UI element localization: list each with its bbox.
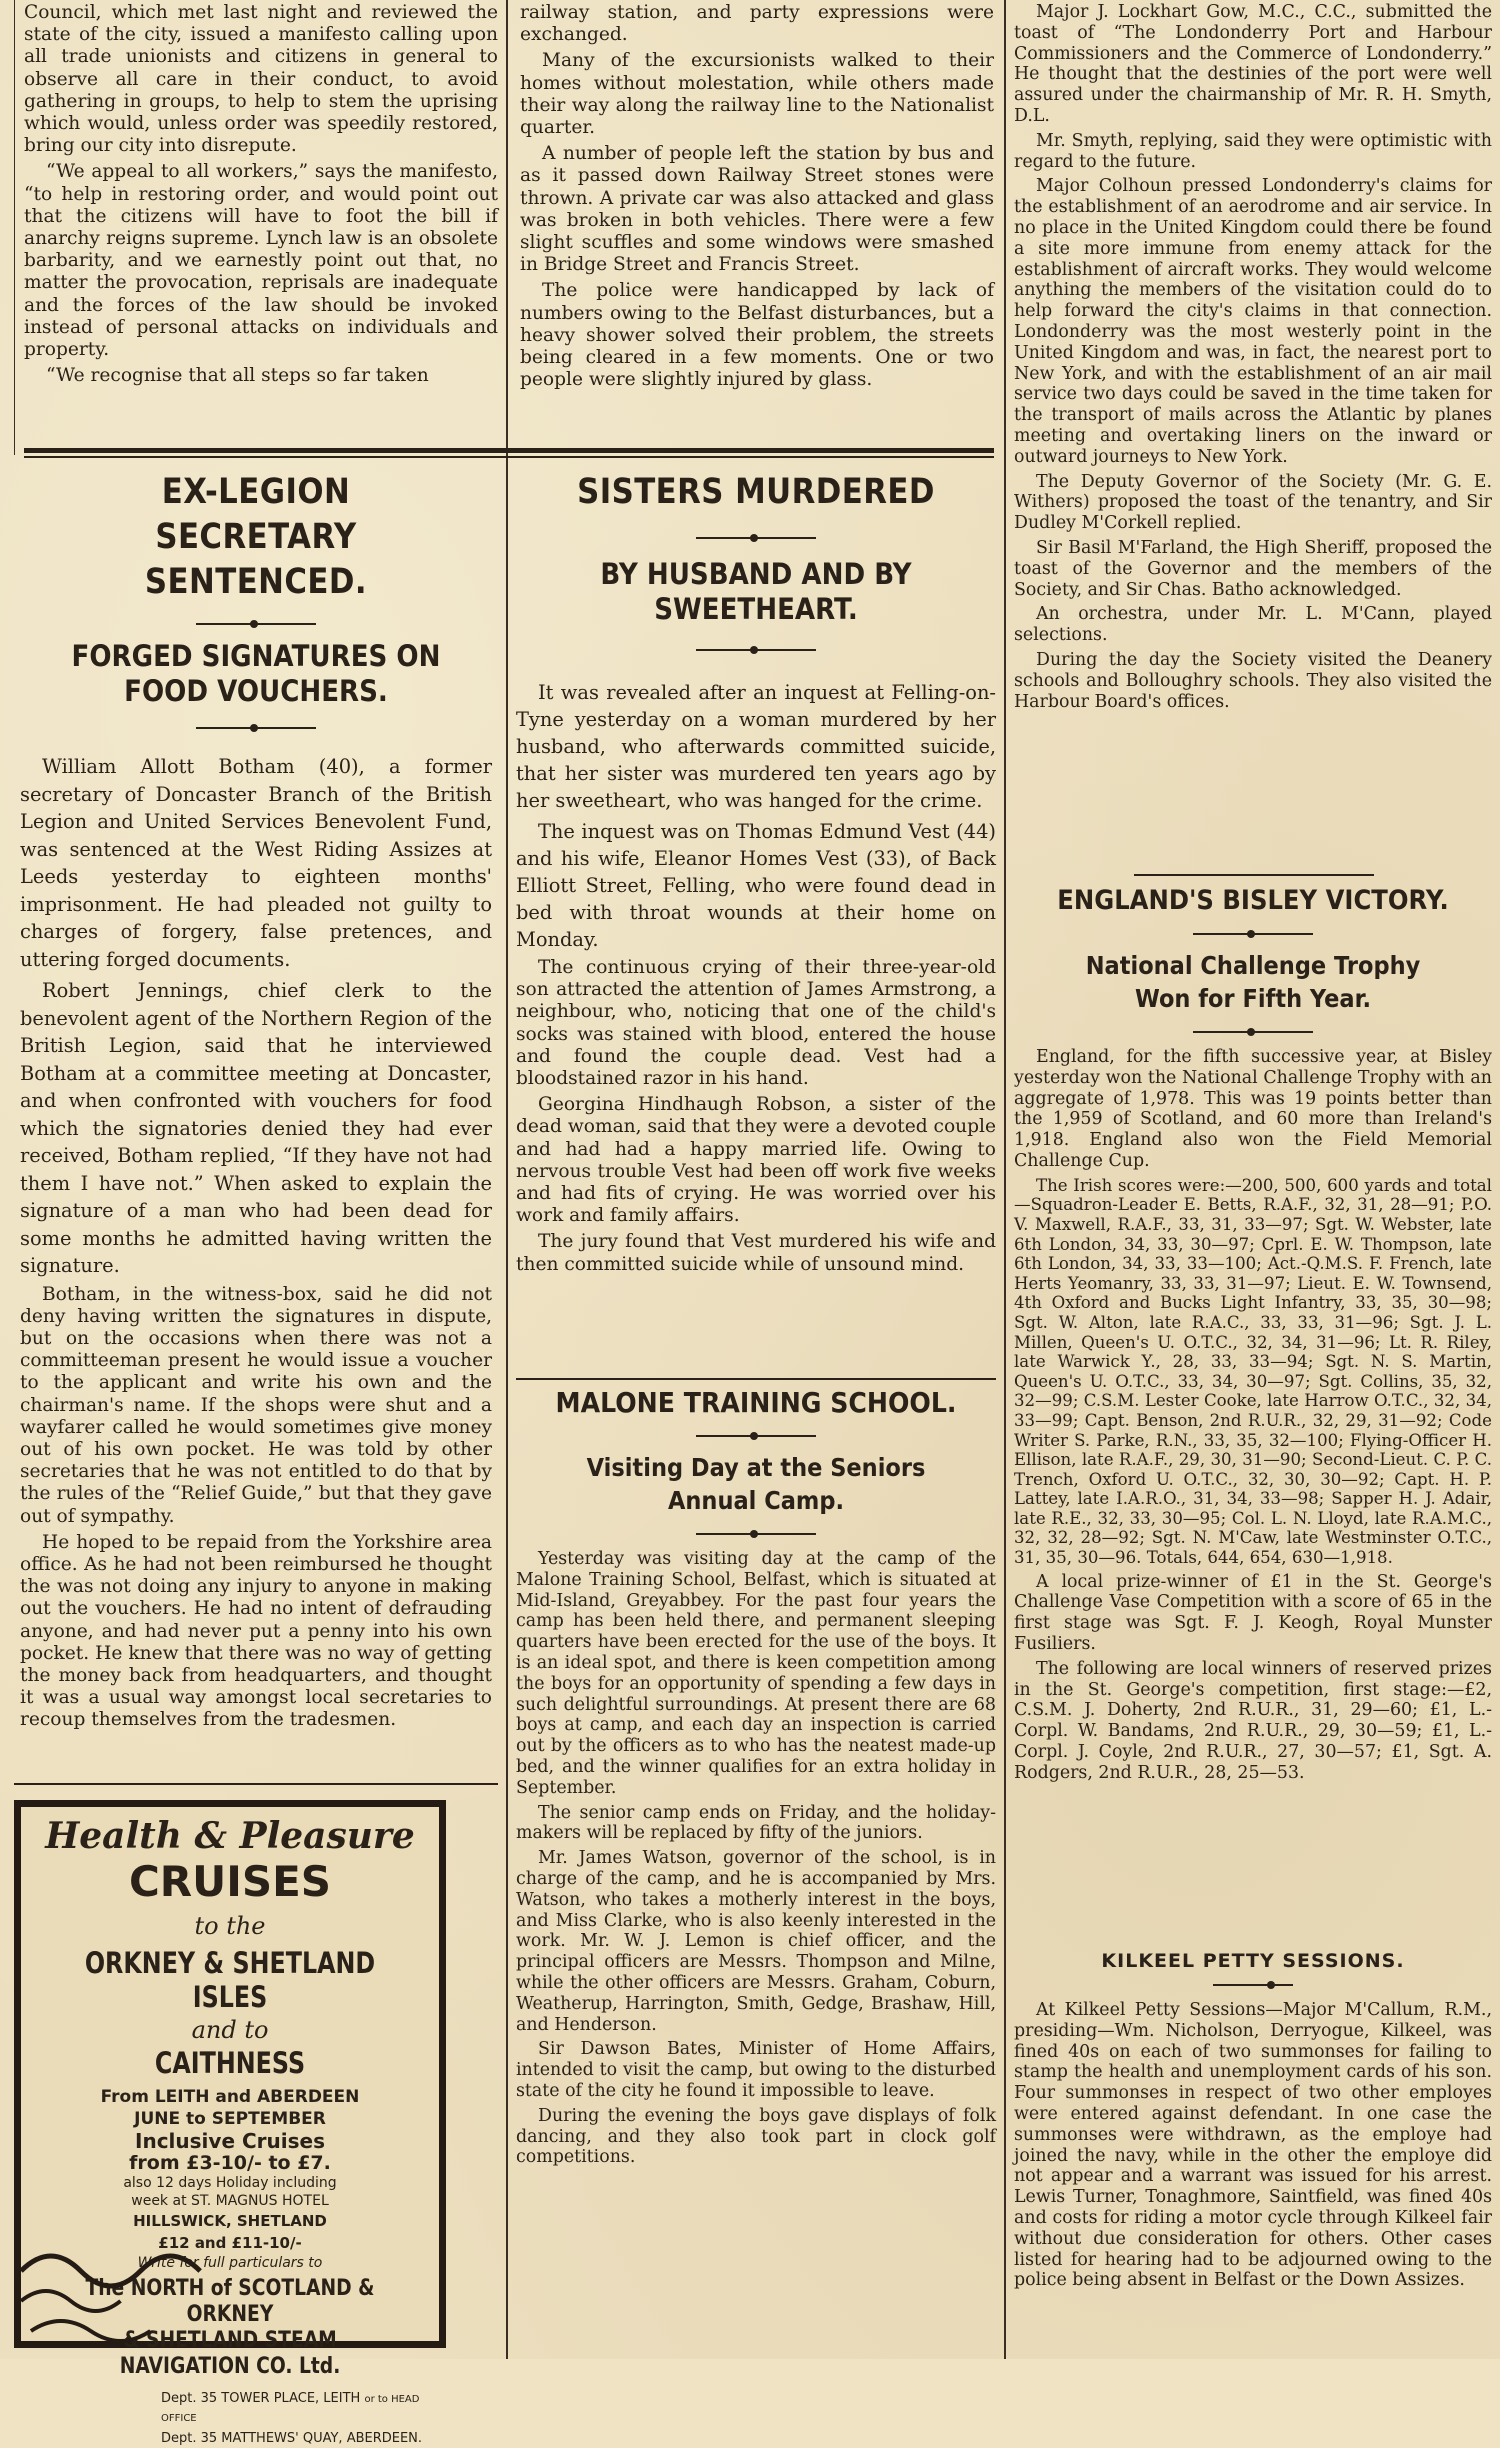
bisley-ornament [1193, 933, 1313, 935]
legion-para-4: He hoped to be repaid from the Yorkshire area office. As he had not been reimbursed he thought the was not doing any injury to anyone in making out the vouchers. He had no intent of defrauding anyone, and had never put a penny into his own pocket. He knew that there was no way of getting the money back from headquarters, and thought it was a usual way amongst local secretaries to recoup themselves from the tradesmen. [20, 1531, 492, 1731]
ad-and-to: and to [191, 2016, 269, 2044]
col3-para-2: Mr. Smyth, replying, said they were optimistic with regard to the future. [1014, 130, 1492, 172]
legion-end-rule [14, 1783, 498, 1785]
bisley-para-1: England, for the fifth successive year, at Bisley yesterday won the National Challenge Trophy with an aggregate of 1,978. This was 19 points better than the 1,959 of Scotland, and 60 more than Ireland's 1,918. England also won the Field Memorial Challenge Cup. [1014, 1047, 1492, 1171]
malone-ornament-2 [696, 1533, 816, 1535]
col3-para-1: Major J. Lockhart Gow, M.C., C.C., submitted the toast of “The Londonderry Port and Harbour Commissioners and the Commerce of Londonderry.” He thought that the destinies of the port were well assured under the chairmanship of Mr. R. H. Smyth, D.L. [1014, 2, 1492, 126]
ad-hillswick: HILLSWICK, SHETLAND [133, 2212, 327, 2230]
ad-title-script: Health & Pleasure [45, 1815, 415, 1857]
col3-para-5: Sir Basil M'Farland, the High Sheriff, proposed the toast of the Governor and the members of the Society, and Sir Chas. Batho acknowledged. [1014, 537, 1492, 600]
ad-title [31, 1815, 429, 1906]
londonderry-end-rule [1134, 874, 1374, 876]
sisters-para-1: It was revealed after an inquest at Felling-on-Tyne yesterday on a woman murdered by her husband, who afterwards committed suicide, that her sister was murdered ten years ago by her sweetheart, who was hanged for the crime. [516, 681, 996, 812]
londonderry-article [1014, 2, 1492, 872]
column-rule-right [1004, 0, 1006, 2359]
bisley-para-4: The following are local winners of reserved prizes in the St. George's competition, first stage:—£2, C.S.M. J. Doherty, 2nd R.U.R., 31, 29—60; £1, L.-Corpl. W. Bandams, 2nd R.U.R., 29, 30—59; £1, L.-Corpl. J. Coyle, 2nd R.U.R., 27, 30—57; £1, Sgt. A. Rodgers, 2nd R.U.R., 28, 25—53. [1014, 1658, 1492, 1783]
ad-to-the: to the [194, 1912, 266, 1940]
top-col1-para-1: Council, which met last night and reviewed the state of the city, issued a manifesto calling upon all trade unionists and citizens in general to observe all care in their conduct, to avoid gathering in groups, to help to stem the uprising which would, unless order was speedily restored, bring our city into disrepute. [24, 2, 498, 157]
top-col1-para-3: “We recognise that all steps so far taken [46, 365, 429, 387]
top-col2-para-4: The police were handicapped by lack of numbers owing to the Belfast disturbances, but a heavy shower solved their problem, the streets being cleared in a few moments. One or two people were slightly injured by glass. [520, 280, 994, 391]
legion-article [14, 470, 498, 1780]
bisley-headline: ENGLAND'S BISLEY VICTORY. [1057, 885, 1449, 916]
ad-company-1: The NORTH of SCOTLAND & ORKNEY [85, 2276, 375, 2327]
column-rule-inner [14, 0, 15, 455]
malone-headline: MALONE TRAINING SCHOOL. [555, 1386, 957, 1419]
cruise-advertisement [14, 1800, 446, 2446]
bisley-article [1014, 884, 1492, 1944]
ad-inclusive: Inclusive Cruises [135, 2129, 325, 2153]
sisters-para-5: The jury found that Vest murdered his wife and then committed suicide while of unsound mind. [516, 1231, 996, 1275]
legion-headline: EX-LEGION SECRETARY SENTENCED. [144, 472, 368, 602]
section-divider-rule [24, 448, 994, 453]
legion-para-2: Robert Jennings, chief clerk to the benevolent agent of the Northern Region of the British Legion, said that he interviewed Botham at a committee meeting at Doncaster, and when confronted with vouchers for food which the signatories denied they had ever received, Botham replied, “If they have not had them I have not.” When asked to explain the signature of a man who had been dead for some months he admitted having written the signature. [20, 979, 492, 1277]
sisters-ornament-2 [696, 649, 816, 651]
top-col2-para-2: Many of the excursionists walked to their homes without molestation, while others made their way along the railway line to the Nationalist quarter. [520, 50, 994, 139]
ad-address-1-note: or to HEAD OFFICE [161, 2394, 420, 2424]
top-col1-para-2: “We appeal to all workers,” says the manifesto, “to help in restoring order, and would point out that the citizens will have to foot the bill if anarchy reigns supreme. Lynch law is an obsolete barbarity, and we earnestly point out that, no matter the provocation, reprisals are inadequate and the forces of the law should be invoked instead of personal attacks on individuals and property. [24, 161, 498, 361]
legion-para-1: William Allott Botham (40), a former secretary of Doncaster Branch of the British Legion and United Services Benevolent Fund, was sentenced at the West Riding Assizes at Leeds yesterday to eighteen months' imprisonment. He had pleaded not guilty to charges of forgery, false pretences, and uttering forged documents. [20, 755, 492, 971]
bisley-para-2: The Irish scores were:—200, 500, 600 yards and total—Squadron-Leader E. Betts, R.A.F., 32, 31, 28—91; P.O. V. Maxwell, R.A.F., 33, 31, 33—97; Sgt. W. Webster, late 6th London, 34, 33, 30—97; Cprl. E. W. Thompson, late 6th London, 34, 33, 33—100; Act.-Q.M.S. F. French, late Herts Yeomanry, 33, 33, 31—97; Lieut. E. W. Townsend, 4th Oxford and Bucks Light Infantry, 33, 35, 30—98; Sgt. W. Alton, late R.A.C., 33, 33, 31—96; Sgt. J. L. Millen, Queen's U. O.T.C., 32, 34, 31—96; Lt. R. Riley, late Warwick Y., 28, 33, 33—94; Sgt. N. S. Martin, Queen's U. O.T.C., 33, 34, 30—97; Sgt. Collins, 35, 32, 32—99; C.S.M. Lester Cooke, late Harrow O.T.C., 32, 34, 33—99; Capt. Benson, 2nd R.U.R., 32, 29, 31—92; Code Writer S. Parke, R.N., 33, 35, 32—100; Flying-Officer H. Ellison, late R.A.F., 29, 30, 31—90; Second-Lieut. C. P. C. Trench, Oxford U. O.T.C., 32, 30, 30—92; Capt. H. P. Lattey, late I.A.R.O., 31, 34, 33—98; Sapper H. J. Adair, late R.E., 32, 33, 30—95; Col. L. N. Lloyd, late R.A.M.C., 32, 32, 28—92; Sgt. N. M'Caw, late Westminster O.T.C., 31, 35, 30—96. Totals, 644, 654, 630—1,918. [1014, 1175, 1492, 1568]
sisters-para-4: Georgina Hindhaugh Robson, a sister of the dead woman, said that they were a devoted couple and had had a happy married life. Owing to nervous trouble Vest had been off work five weeks and had fits of crying. He was worried over his work and family affairs. [516, 1094, 996, 1227]
malone-para-4: Sir Dawson Bates, Minister of Home Affairs, intended to visit the camp, but owing to the disturbed state of the city he found it impossible to leave. [516, 2039, 996, 2101]
ad-hotel: week at ST. MAGNUS HOTEL [131, 2193, 329, 2209]
col3-para-6: An orchestra, under Mr. L. M'Cann, played selections. [1014, 604, 1492, 646]
ad-price: from £3-10/- to £7. [129, 2152, 331, 2174]
section-divider-rule-thin [24, 456, 994, 458]
ad-address-1-text: Dept. 35 TOWER PLACE, LEITH [161, 2391, 361, 2406]
sisters-article [516, 470, 996, 1370]
bisley-para-3: A local prize-winner of £1 in the St. George's Challenge Vase Competition with a score of 65 in the first stage was Sgt. F. J. Keogh, Royal Munster Fusiliers. [1014, 1571, 1492, 1655]
ad-address-1 [31, 2390, 429, 2428]
malone-ornament [696, 1435, 816, 1437]
sisters-para-2: The inquest was on Thomas Edmund Vest (44) and his wife, Eleanor Homes Vest (33), of Back Elliott Street, Felling, who were found dead in bed with throat wounds at their home on Monday. [516, 820, 996, 951]
malone-para-1: Yesterday was visiting day at the camp of the Malone Training School, Belfast, which is situated at Mid-Island, Greyabbey. For the past four years the camp has been held there, and permanent sleeping quarters have been erected for the use of the boys. It is an ideal spot, and there is keen competition among the boys for an opportunity of spending a few days in such delightful surroundings. At present there are 68 boys at camp, and each day an inspection is carried out by the officers as to who has the neatest made-up bed, and the winner qualifies for an extra holiday in September. [516, 1549, 996, 1798]
kilkeel-headline: KILKEEL PETTY SESSIONS. [1101, 1950, 1405, 1972]
sisters-subhead: BY HUSBAND AND BY SWEETHEART. [600, 557, 912, 626]
ad-months: JUNE to SEPTEMBER [134, 2109, 326, 2129]
sisters-end-rule [516, 1378, 996, 1380]
malone-para-2: The senior camp ends on Friday, and the holiday-makers will be replaced by fifty of the juniors. [516, 1802, 996, 1844]
column-rule-left [506, 0, 508, 2359]
kilkeel-para-1: At Kilkeel Petty Sessions—Major M'Callum, R.M., presiding—Wm. Nicholson, Derryogue, Kilkeel, was fined 40s on each of two summonses for failing to stamp the health and unemployment cards of his son. Four summonses in respect of two other employes were entered against defendant. In one case the summonses were withdrawn, as the employe had joined the navy, while in the other the employe did not appear and a warrant was issued for his arrest. Lewis Turner, Tonaghmore, Saintfield, was fined 40s and costs for riding a motor cycle through Kilkeel fair without due consideration for others. Other cases listed for hearing had to be adjourned owing to the police being absent in Belfast or the Down Assizes. [1014, 2000, 1492, 2291]
bisley-subhead: National Challenge Trophy Won for Fifth Year. [1085, 951, 1421, 1013]
ad-address-2: Dept. 35 MATTHEWS' QUAY, ABERDEEN. [161, 2431, 423, 2446]
ad-caithness: CAITHNESS [154, 2046, 306, 2080]
col3-para-4: The Deputy Governor of the Society (Mr. G. E. Withers) proposed the toast of the tenantry, and Sir Dudley M'Corkell replied. [1014, 471, 1492, 534]
ad-destination: ORKNEY & SHETLAND ISLES [84, 1946, 376, 2014]
col3-para-3: Major Colhoun pressed Londonderry's claims for the establishment of an aerodrome and air service. In no place in the United Kingdom could there be found a site more immune from enemy attack for the establishment of aircraft works. They would welcome anything the members of the visitation could do to help forward the city's claims in that connection. Londonderry was the most westerly point in the United Kingdom and was, in fact, the nearest port to New York, and with the establishment of an air mail service two days could be saved in the time taken for the transport of mails across the Atlantic by planes meeting and overtaking liners on the inward or outward journeys to New York. [1014, 176, 1492, 467]
sisters-ornament [696, 537, 816, 539]
legion-para-3: Botham, in the witness-box, said he did not deny having written the signatures in dispute, but on the occasions when there was not a committeeman present he would issue a voucher to the applicant and write his own and the chairman's name. If the shops were shut and a wayfarer called he would sometimes give money out of his own pocket. He was told by other secretaries that he was not entitled to do that by the rules of the “Relief Guide,” but that they gave out of sympathy. [20, 1283, 492, 1527]
kilkeel-ornament [1213, 1984, 1293, 1986]
top-col2-para-1: railway station, and party expressions were exchanged. [520, 2, 994, 46]
ad-hotel-price: £12 and £11-10/- [158, 2234, 302, 2252]
top-column-1 [24, 2, 498, 432]
malone-subhead: Visiting Day at the Seniors Annual Camp. [586, 1453, 926, 1515]
col3-para-7: During the day the Society visited the Deanery schools and Bolloughry schools. They also visited the Harbour Board's offices. [1014, 649, 1492, 712]
malone-article [516, 1386, 996, 2358]
ad-write: Write for full particulars to [137, 2255, 323, 2271]
ad-title-cruises: CRUISES [128, 1857, 332, 1906]
top-col2-para-3: A number of people left the station by bus and as it passed down Railway Street stones were thrown. A private car was also attacked and glass was broken in both vehicles. There were a few slight scuffles and some windows were smashed in Bridge Street and Francis Street. [520, 143, 994, 276]
legion-ornament [196, 623, 316, 625]
bisley-ornament-2 [1193, 1031, 1313, 1033]
kilkeel-article [1014, 1950, 1492, 2355]
top-column-2 [520, 2, 994, 432]
legion-subhead: FORGED SIGNATURES ON FOOD VOUCHERS. [71, 639, 441, 708]
legion-ornament-2 [196, 727, 316, 729]
malone-para-3: Mr. James Watson, governor of the school, is in charge of the camp, and he is accompanied by Mrs. Watson, who takes a motherly interest in the boys, and Miss Clarke, who is also keenly interested in the work. Mr. W. J. Lemon is chief officer, and the principal officers are Messrs. Thompson and Milne, while the other officers are Messrs. Graham, Coburn, Weatherup, Harrington, Smith, Gedge, Brashaw, Hill, and Henderson. [516, 1848, 996, 2035]
ad-holiday: also 12 days Holiday including [123, 2175, 337, 2191]
malone-para-5: During the evening the boys gave displays of folk dancing, and they also took part in clock golf competitions. [516, 2105, 996, 2168]
sisters-para-3: The continuous crying of their three-year-old son attracted the attention of James Armstrong, a neighbour, who, noticing that one of the child's socks was stained with blood, entered the house and found the couple dead. Vest had a bloodstained razor in his hand. [516, 957, 996, 1090]
ad-company-2: & SHETLAND STEAM NAVIGATION CO. Ltd. [119, 2328, 341, 2379]
sisters-headline: SISTERS MURDERED [577, 472, 935, 512]
ad-from: From LEITH and ABERDEEN [100, 2087, 360, 2107]
